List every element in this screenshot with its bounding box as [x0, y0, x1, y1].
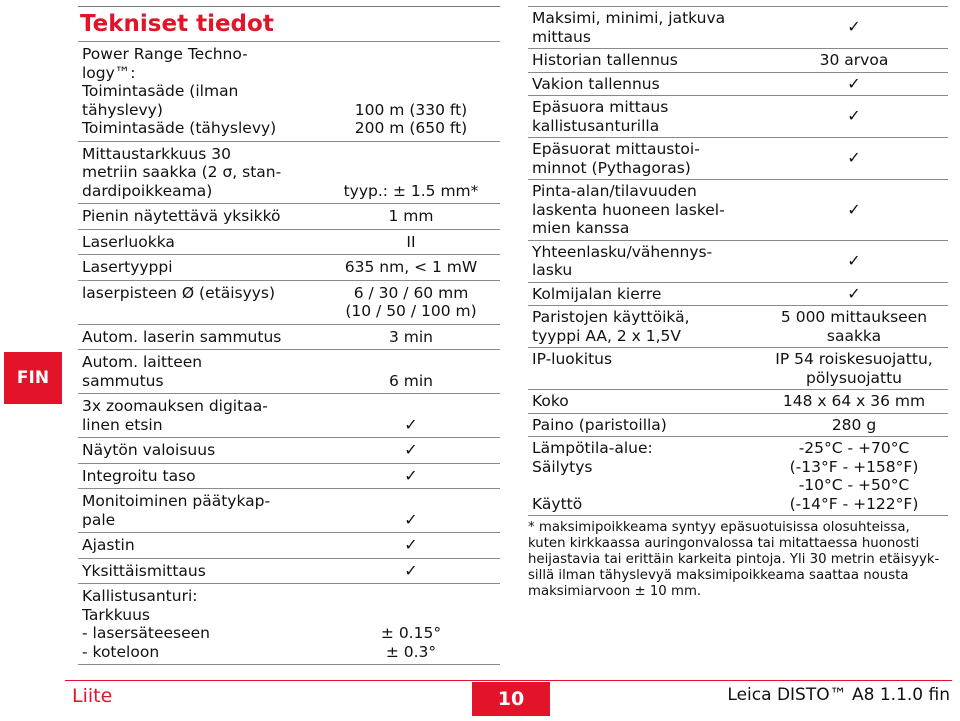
spec-row — [78, 463, 500, 489]
spec-label-line: Autom. laserin sammutus — [82, 327, 282, 346]
spec-label-line: Paristojen käyttöikä, — [532, 308, 690, 326]
spec-row — [528, 6, 948, 48]
spec-label-line: - lasersäteeseen — [82, 624, 211, 642]
spec-value-line: 280 g — [831, 415, 877, 434]
spec-label — [528, 138, 760, 179]
spec-label — [78, 438, 322, 463]
spec-row — [528, 305, 948, 347]
spec-label-line: Maksimi, minimi, jatkuva — [532, 9, 726, 27]
spec-value — [322, 325, 500, 350]
spec-label-line: mittaus — [532, 27, 591, 46]
footnote — [528, 520, 948, 600]
spec-value — [322, 559, 500, 584]
spec-value-line: 148 x 64 x 36 mm — [782, 392, 926, 410]
spec-label-line: Paino (paristoilla) — [532, 415, 667, 434]
spec-label-line: tähyslevy) — [82, 100, 163, 119]
spec-row — [78, 229, 500, 255]
spec-value-line: -25°C - +70°C — [798, 439, 910, 457]
spec-value — [322, 464, 500, 489]
spec-row — [528, 179, 948, 240]
spec-row — [78, 532, 500, 558]
spec-label-line: logy™: — [82, 63, 136, 82]
page-title: Tekniset tiedot — [78, 6, 500, 41]
spec-row — [78, 254, 500, 280]
spec-value — [322, 438, 500, 463]
spec-label-line: lasku — [532, 261, 573, 279]
spec-label — [78, 394, 322, 437]
spec-value — [322, 533, 500, 558]
spec-label-line: Yhteenlasku/vähennys- — [532, 242, 713, 261]
spec-value — [760, 96, 948, 137]
spec-label-line: laskenta huoneen laskel- — [532, 200, 725, 219]
spec-value-line: 1 mm — [388, 207, 434, 225]
spec-value-line: tyyp.: ± 1.5 mm* — [343, 181, 479, 200]
spec-value — [322, 394, 500, 437]
spec-value — [760, 138, 948, 179]
footnote-line: sillä ilman tähyslevyä maksimipoikkeama saattaa nousta — [528, 568, 909, 583]
spec-label-line: Kallistusanturi: — [82, 587, 198, 605]
spec-value-line: II — [406, 232, 416, 251]
spec-row — [78, 437, 500, 463]
spec-value — [322, 42, 500, 141]
spec-label-line: 3x zoomauksen digitaa- — [82, 397, 268, 415]
spec-label-line: Toimintasäde (ilman — [82, 82, 239, 100]
spec-label-line: mien kanssa — [532, 219, 630, 237]
spec-label-line: pale — [82, 510, 116, 529]
spec-label — [78, 230, 322, 255]
spec-label-line: Laserluokka — [82, 232, 175, 251]
spec-label-line: linen etsin — [82, 415, 163, 434]
spec-label-line: Integroitu taso — [82, 466, 196, 485]
spec-value — [760, 414, 948, 437]
spec-row — [528, 436, 948, 516]
page-footer — [0, 668, 960, 721]
spec-label — [528, 437, 760, 515]
spec-row — [78, 141, 500, 204]
spec-label-line: Koko — [532, 392, 569, 410]
spec-label — [78, 559, 322, 584]
spec-value-line: ✓ — [404, 440, 418, 459]
spec-label — [78, 325, 322, 350]
spec-row — [78, 393, 500, 437]
spec-label-line: Näytön valoisuus — [82, 441, 216, 459]
footnote-line: heijastavia tai erittäin karkeita pintoja. Yli 30 metrin etäisyyk- — [528, 552, 940, 567]
spec-label-line: Tarkkuus — [82, 605, 150, 624]
spec-label-line: Toimintasäde (tähyslevy) — [82, 119, 277, 137]
spec-value — [322, 142, 500, 204]
left-spec-table — [78, 6, 500, 665]
spec-label-line: kallistusanturilla — [532, 116, 660, 135]
spec-value — [760, 180, 948, 240]
spec-value-line: (10 / 50 / 100 m) — [345, 302, 477, 320]
language-tab: FIN — [4, 352, 62, 404]
spec-value — [322, 489, 500, 532]
spec-row — [78, 583, 500, 665]
spec-value-line: saakka — [826, 326, 882, 345]
spec-value — [760, 7, 948, 48]
spec-value-line: 5 000 mittaukseen — [780, 308, 928, 326]
spec-value — [322, 350, 500, 393]
spec-label — [528, 241, 760, 282]
spec-value — [760, 306, 948, 347]
footer-product: Leica DISTO™ A8 1.1.0 fin — [727, 685, 950, 705]
spec-row — [78, 558, 500, 584]
spec-value-line: ✓ — [847, 73, 861, 93]
spec-value — [760, 49, 948, 72]
spec-value-line: 635 nm, < 1 mW — [344, 258, 478, 276]
spec-value-line: ✓ — [847, 250, 861, 270]
spec-value-line: 3 min — [388, 327, 434, 346]
spec-label-line: Kolmijalan kierre — [532, 284, 662, 303]
left-rows — [78, 41, 500, 665]
spec-label — [78, 42, 322, 141]
spec-value-line: (-13°F - +158°F) — [789, 457, 919, 476]
spec-value — [760, 348, 948, 389]
spec-row — [528, 95, 948, 137]
spec-value — [760, 437, 948, 515]
spec-label — [528, 49, 760, 72]
spec-label-line: Power Range Techno- — [82, 45, 248, 63]
spec-label-line: Vakion tallennus — [532, 74, 660, 93]
spec-value — [322, 255, 500, 280]
footnote-line: kuten kirkkaassa auringonvalossa tai mitattaessa huonosti — [528, 536, 920, 551]
spec-label-line: IP-luokitus — [532, 350, 613, 368]
spec-row — [528, 48, 948, 72]
spec-label-line: sammutus — [82, 371, 164, 390]
spec-value — [322, 281, 500, 324]
spec-label — [528, 306, 760, 347]
spec-label — [78, 204, 322, 229]
page-number: 10 — [472, 682, 550, 716]
spec-label — [528, 283, 760, 306]
spec-row — [78, 324, 500, 350]
spec-value — [760, 73, 948, 96]
spec-label-line: Monitoiminen päätykap- — [82, 492, 271, 510]
spec-value-line: ✓ — [404, 535, 418, 554]
spec-label — [528, 348, 760, 389]
spec-row — [528, 347, 948, 389]
spec-value — [760, 241, 948, 282]
spec-row — [528, 137, 948, 179]
spec-value-line: 30 arvoa — [819, 51, 889, 69]
spec-value-line: 200 m (650 ft) — [354, 119, 468, 137]
spec-label — [78, 489, 322, 532]
spec-row — [528, 282, 948, 306]
spec-label-line: Historian tallennus — [532, 51, 678, 69]
spec-value-line: ± 0.15° — [380, 624, 442, 642]
spec-row — [78, 203, 500, 229]
spec-value-line: ✓ — [404, 509, 418, 529]
spec-label — [78, 533, 322, 558]
spec-value — [760, 283, 948, 306]
spec-row — [78, 280, 500, 324]
spec-label-line: dardipoikkeama) — [82, 181, 213, 200]
spec-label-line: tyyppi AA, 2 x 1,5V — [532, 326, 681, 345]
spec-value-line: ✓ — [847, 106, 861, 126]
spec-label — [528, 73, 760, 96]
spec-label-line: Pienin näytettävä yksikkö — [82, 207, 281, 225]
footer-section: Liite — [72, 685, 113, 707]
spec-value-line: pölysuojattu — [806, 368, 902, 387]
spec-value-line: IP 54 roiskesuojattu, — [775, 350, 933, 368]
spec-label-line: Lasertyyppi — [82, 258, 173, 276]
spec-label — [528, 390, 760, 413]
spec-label-line: Käyttö — [532, 494, 583, 513]
spec-label — [528, 414, 760, 437]
spec-label-line — [532, 476, 760, 495]
spec-value-line: ✓ — [847, 199, 861, 219]
spec-label-line: Autom. laitteen — [82, 353, 203, 371]
spec-label — [78, 464, 322, 489]
spec-value-line: ✓ — [847, 17, 861, 37]
spec-value-line: ✓ — [404, 465, 418, 485]
footnote-line: maksimiarvoon ± 10 mm. — [528, 584, 702, 599]
spec-value-line: (-14°F - +122°F) — [789, 494, 919, 513]
spec-label — [528, 180, 760, 240]
spec-label-line: Yksittäismittaus — [82, 561, 206, 580]
spec-label-line: Säilytys — [532, 457, 593, 476]
spec-row — [78, 41, 500, 141]
footer-divider — [65, 680, 952, 681]
spec-value-line: 6 min — [388, 371, 434, 390]
spec-value — [322, 204, 500, 229]
spec-label — [528, 7, 760, 48]
spec-row — [78, 488, 500, 532]
spec-label-line: metriin saakka (2 σ, stan- — [82, 163, 282, 181]
spec-value-line: ✓ — [404, 414, 418, 434]
spec-label-line: Pinta-alan/tilavuuden — [532, 182, 697, 200]
right-spec-table — [528, 6, 948, 600]
spec-value-line: ± 0.3° — [385, 642, 437, 661]
spec-label-line: Mittaustarkkuus 30 — [82, 144, 232, 163]
spec-label-line: minnot (Pythagoras) — [532, 158, 691, 177]
spec-label — [78, 584, 322, 664]
spec-value-line: 6 / 30 / 60 mm — [353, 283, 469, 302]
spec-label-line: laserpisteen Ø (etäisyys) — [82, 283, 276, 302]
spec-label-line: Epäsuora mittaus — [532, 98, 669, 116]
spec-value-line: -10°C - +50°C — [798, 476, 910, 494]
spec-value — [322, 584, 500, 664]
spec-label — [528, 96, 760, 137]
spec-value-line: 100 m (330 ft) — [354, 100, 468, 119]
spec-value — [760, 390, 948, 413]
spec-row — [78, 349, 500, 393]
spec-value — [322, 230, 500, 255]
right-rows — [528, 6, 948, 516]
spec-row — [528, 389, 948, 413]
spec-value-line: ✓ — [847, 283, 861, 303]
spec-row — [528, 240, 948, 282]
spec-label-line: Ajastin — [82, 536, 135, 554]
spec-label — [78, 255, 322, 280]
spec-row — [528, 413, 948, 437]
spec-label — [78, 281, 322, 324]
spec-label — [78, 350, 322, 393]
spec-label — [78, 142, 322, 204]
spec-value-line: ✓ — [404, 560, 418, 580]
spec-value-line: ✓ — [847, 148, 861, 168]
spec-label-line: Lämpötila-alue: — [532, 439, 653, 457]
footnote-line: * maksimipoikkeama syntyy epäsuotuisissa olosuhteissa, — [528, 520, 910, 535]
spec-row — [528, 72, 948, 96]
spec-label-line: Epäsuorat mittaustoi- — [532, 140, 700, 158]
spec-label-line: - koteloon — [82, 642, 160, 661]
